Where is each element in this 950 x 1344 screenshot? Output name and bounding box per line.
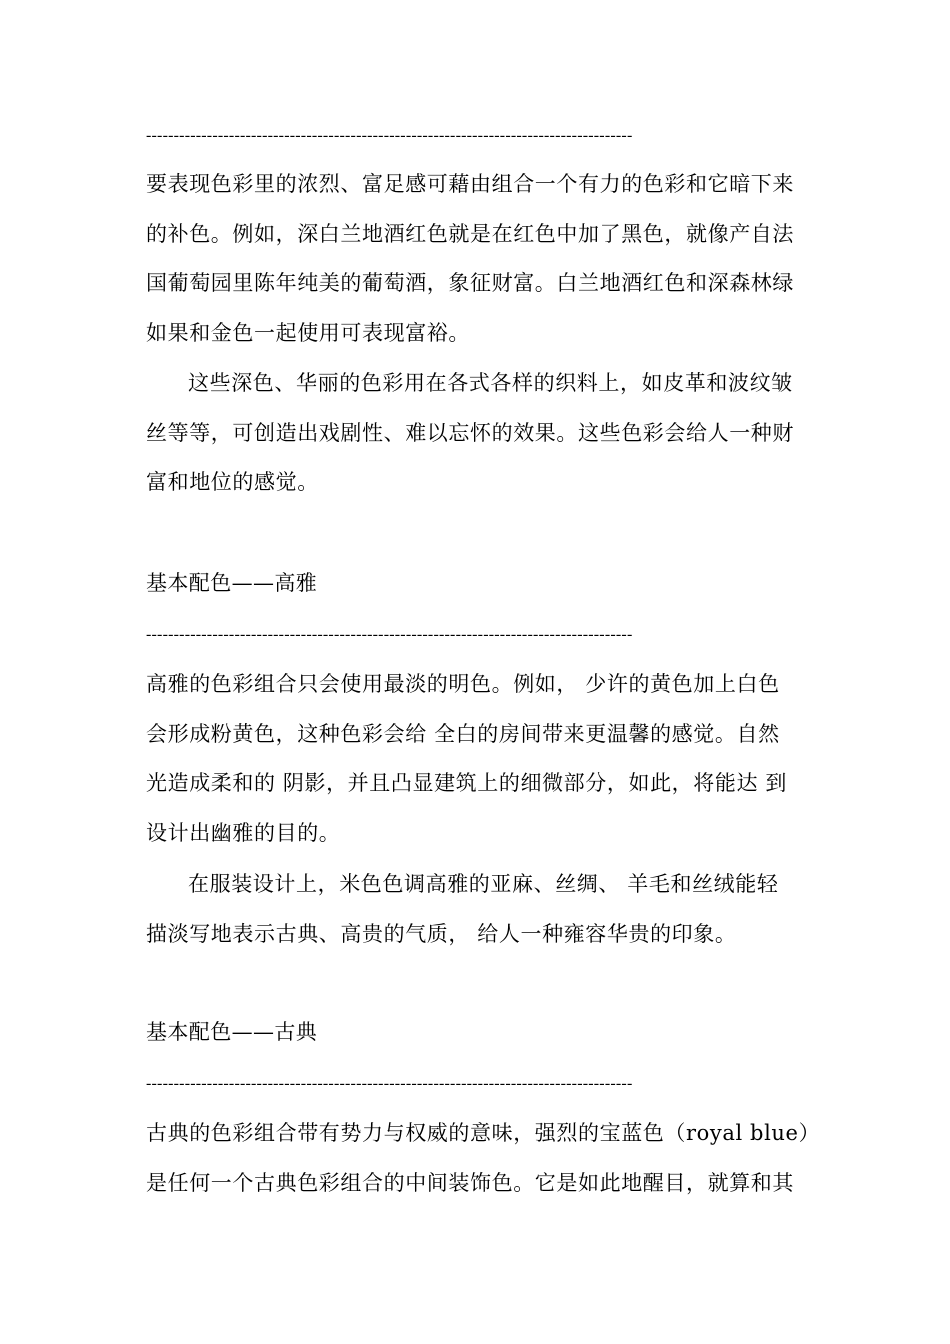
text-line: 设计出幽雅的目的。 [146,820,341,845]
text-line: 如果和金色一起使用可表现富裕。 [146,320,470,345]
text-line: 的补色。例如，深白兰地酒红色就是在红色中加了黑色，就像产自法 [146,221,794,246]
section-divider: ---------------------------------------------------------------------------------------- [146,1075,633,1092]
text-line: 会形成粉黄色，这种色彩会给 全白的房间带来更温馨的感觉。自然 [146,721,780,746]
text-line: 要表现色彩里的浓烈、富足感可藉由组合一个有力的色彩和它暗下来 [146,172,794,196]
text-line: 在服装设计上，米色色调高雅的亚麻、丝绸、 羊毛和丝绒能轻 [188,872,779,896]
text-line: 国葡萄园里陈年纯美的葡萄酒，象征财富。白兰地酒红色和深森林绿 [146,271,794,295]
rich-paragraph-2 [146,359,810,508]
section-divider: ---------------------------------------------------------------------------------------- [146,127,633,144]
section-heading-elegant: 基本配色——高雅 [146,571,318,595]
text-line: 是任何一个古典色彩组合的中间装饰色。它是如此地醒目，就算和其 [146,1170,794,1195]
text-line: 高雅的色彩组合只会使用最淡的明色。例如， 少许的黄色加上白色 [146,672,780,696]
elegant-paragraph-1 [146,660,810,858]
text-line: 描淡写地表示古典、高贵的气质， 给人一种雍容华贵的印象。 [146,921,737,946]
text-line: 古典的色彩组合带有势力与权威的意味，强烈的宝蓝色（royal blue） [146,1121,821,1145]
text-line: 富和地位的感觉。 [146,470,319,494]
elegant-paragraph-2 [146,860,810,959]
text-line: 这些深色、华丽的色彩用在各式各样的织料上，如皮革和波纹皱 [188,371,793,395]
section-heading-classic: 基本配色——古典 [146,1020,318,1044]
classic-paragraph-1 [146,1109,821,1208]
section-divider: ---------------------------------------------------------------------------------------- [146,626,633,643]
rich-paragraph-1 [146,160,810,358]
text-line: 丝等等，可创造出戏剧性、难以忘怀的效果。这些色彩会给人一种财 [146,420,794,445]
text-line: 光造成柔和的 阴影，并且凸显建筑上的细微部分，如此，将能达 到 [146,771,787,795]
